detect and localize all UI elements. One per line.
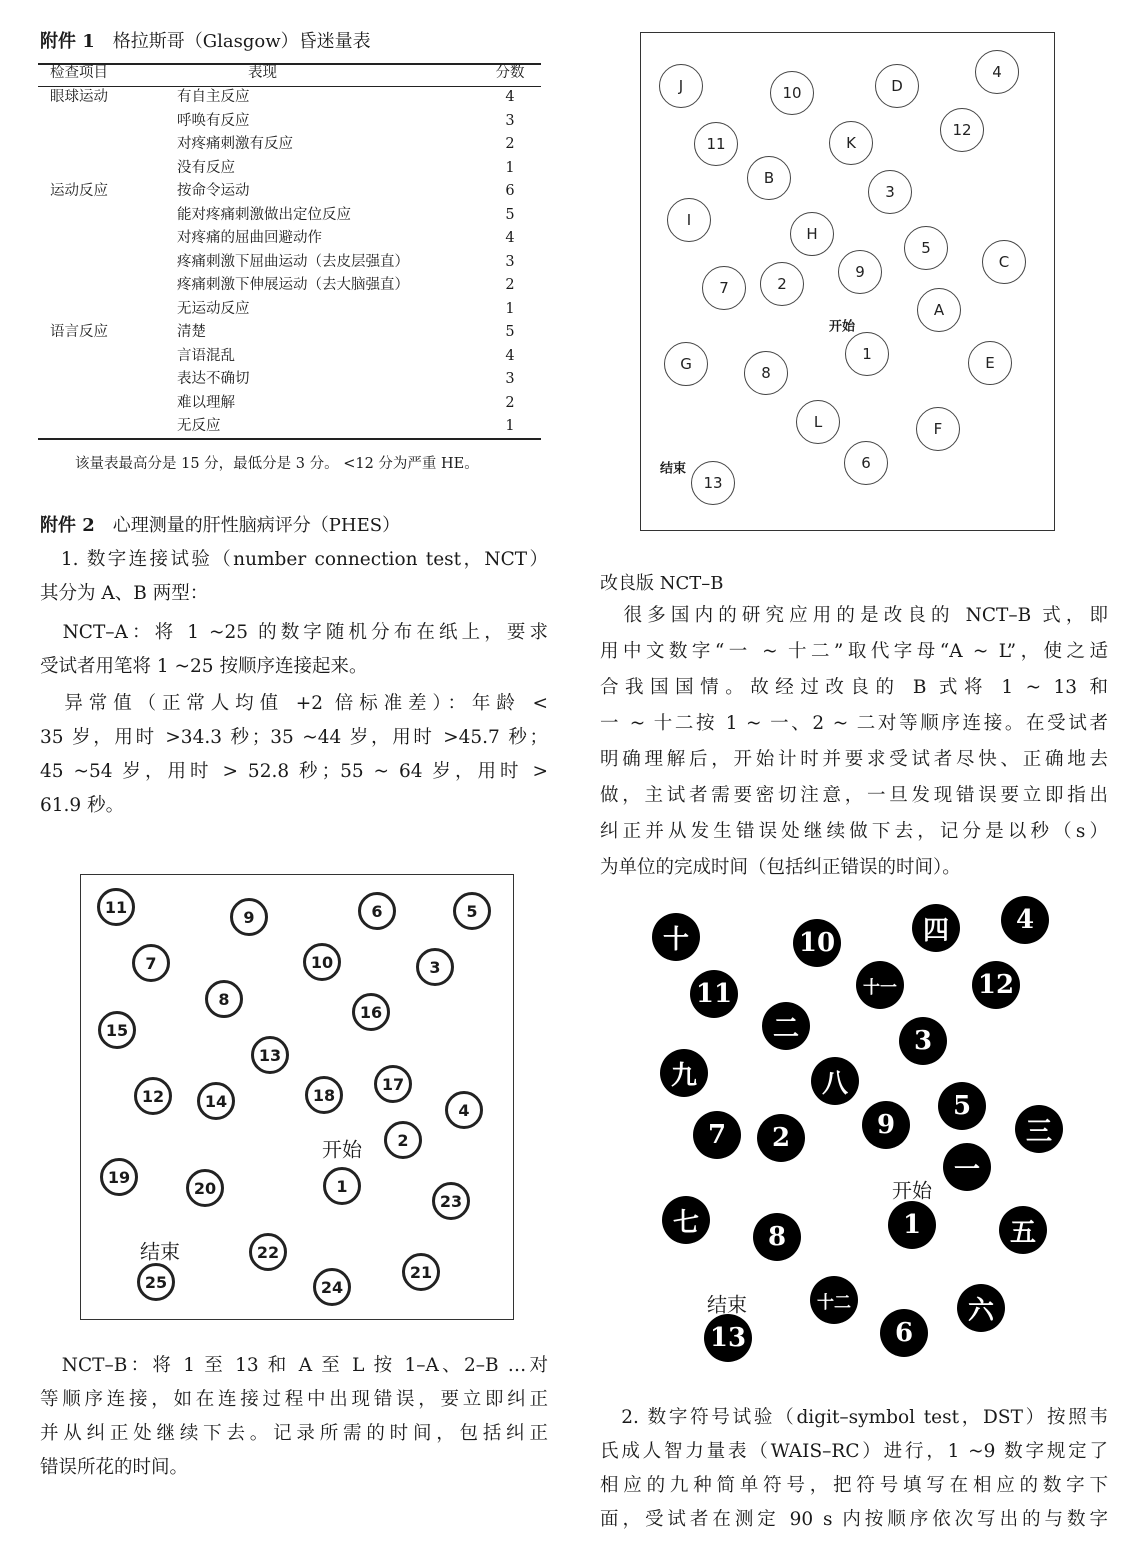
text-line: 其分为 A、B 两型： — [40, 583, 209, 604]
start-label: 开始 — [892, 1178, 932, 1203]
text-line: 合我国国情。故经过改良的 B 式将 1 ~ 13 和 — [600, 677, 1108, 698]
row-manifestation: 清楚 — [177, 324, 206, 340]
start-label: 开始 — [322, 1137, 362, 1162]
circle-node: 2 — [760, 262, 804, 306]
text-line: 面，受试者在测定 90 s 内按顺序依次写出的与数字 — [600, 1509, 1108, 1530]
paragraph-abnormal-values — [40, 687, 548, 823]
start-label: 开始 — [828, 319, 856, 335]
circle-node: 24 — [313, 1268, 351, 1306]
circle-node: 18 — [305, 1076, 343, 1114]
text-line: 用中文数字“一 ~ 十二”取代字母“A ~ L”，使之适 — [600, 641, 1108, 662]
table-row — [38, 274, 541, 297]
row-score: 4 — [505, 347, 515, 364]
circle-node: 1 — [845, 332, 889, 376]
paragraph-nct-b — [40, 1349, 548, 1485]
circle-node: 十一 — [856, 961, 904, 1009]
circle-node: 十 — [652, 913, 700, 961]
text-line: 纠正并从发生错误处继续做下去，记分是以秒（s） — [600, 821, 1108, 842]
row-manifestation: 对疼痛刺激有反应 — [177, 136, 293, 152]
text-line: 61.9 秒。 — [40, 795, 125, 816]
improved-nct-b-heading: 改良版 NCT–B — [600, 573, 724, 594]
row-manifestation: 难以理解 — [177, 394, 235, 411]
circle-node: 3 — [899, 1017, 947, 1065]
end-label: 结束 — [659, 461, 687, 477]
circle-node: 1 — [323, 1167, 361, 1205]
row-manifestation: 呼唤有反应 — [177, 112, 250, 129]
text-line: 35 岁，用时 >34.3 秒；35 ~44 岁，用时 >45.7 秒； — [40, 727, 548, 748]
header-item: 检查项目 — [50, 65, 108, 81]
circle-node: 13 — [704, 1314, 752, 1362]
appendix2-title — [40, 511, 400, 537]
text-line: 相应的九种简单符号，把符号填写在相应的数字下 — [600, 1475, 1108, 1496]
circle-node: 17 — [374, 1065, 412, 1103]
circle-node: 12 — [972, 961, 1020, 1009]
circle-node: 一 — [943, 1143, 991, 1191]
text-line: 2. 数字符号试验（digit–symbol test，DST）按照韦 — [600, 1407, 1108, 1428]
table-row — [38, 86, 541, 109]
table-row — [38, 133, 541, 156]
circle-node: 二 — [762, 1002, 810, 1050]
appendix1-title-text: 格拉斯哥（Glasgow）昏迷量表 — [112, 31, 371, 52]
text-line: 并从纠正处继续下去。记录所需的时间，包括纠正 — [40, 1423, 548, 1444]
text-line: 一 ~ 十二按 1 ~ 一、2 ~ 二对等顺序连接。在受试者 — [600, 713, 1108, 734]
circle-node: 四 — [912, 904, 960, 952]
row-manifestation: 无运动反应 — [177, 300, 250, 317]
row-score: 4 — [505, 230, 515, 246]
text-line: 氏成人智力量表（WAIS–RC）进行，1 ~9 数字规定了 — [600, 1441, 1108, 1462]
table-row — [38, 392, 541, 415]
circle-node: 6 — [880, 1309, 928, 1357]
row-score: 5 — [505, 206, 515, 223]
row-score: 2 — [505, 394, 515, 411]
circle-node: 16 — [352, 993, 390, 1031]
row-manifestation: 没有反应 — [177, 159, 235, 176]
header-manifestation: 表现 — [248, 65, 277, 81]
circle-node: 9 — [838, 250, 882, 294]
text-line: 明确理解后，开始计时并要求受试者尽快、正确地去 — [600, 749, 1108, 770]
circle-node: 10 — [793, 919, 841, 967]
end-label: 结束 — [707, 1292, 747, 1317]
circle-node: 3 — [868, 170, 912, 214]
circle-node: 4 — [1001, 896, 1049, 944]
text-line: 等顺序连接，如在连接过程中出现错误，要立即纠正 — [40, 1389, 548, 1410]
circle-node: 7 — [132, 944, 170, 982]
text-line: NCT–A：将 1 ~25 的数字随机分布在纸上，要求 — [40, 622, 548, 643]
circle-node: 5 — [938, 1082, 986, 1130]
table-note: 该量表最高分是 15 分，最低分是 3 分。 <12 分为严重 HE。 — [75, 456, 479, 472]
text-line: NCT–B：将 1 至 13 和 A 至 L 按 1–A、2–B …对 — [40, 1355, 548, 1376]
table-row — [38, 368, 541, 391]
appendix1-label: 附件 1 — [40, 31, 95, 52]
circle-node: 11 — [690, 970, 738, 1018]
circle-node: 12 — [134, 1077, 172, 1115]
circle-node: 5 — [453, 892, 491, 930]
table-row — [38, 180, 541, 203]
circle-node: 十二 — [810, 1276, 858, 1324]
row-category: 语言反应 — [50, 324, 108, 340]
circle-node: 11 — [97, 888, 135, 926]
end-label: 结束 — [140, 1239, 180, 1264]
row-score: 6 — [505, 183, 515, 199]
appendix2-label: 附件 2 — [40, 515, 95, 536]
paragraph-nct-a — [40, 616, 548, 684]
circle-node: 23 — [432, 1182, 470, 1220]
circle-node: 20 — [186, 1169, 224, 1207]
row-category: 眼球运动 — [50, 89, 108, 105]
row-manifestation: 按命令运动 — [177, 183, 250, 199]
circle-node: 10 — [770, 71, 814, 115]
circle-node: 七 — [662, 1196, 710, 1244]
text-line: 为单位的完成时间（包括纠正错误的时间）。 — [600, 857, 961, 878]
appendix2-title-text: 心理测量的肝性脑病评分（PHES） — [112, 515, 401, 536]
row-category: 运动反应 — [50, 183, 108, 199]
circle-node: 8 — [753, 1213, 801, 1261]
circle-node: 12 — [940, 108, 984, 152]
table-row — [38, 227, 541, 250]
circle-node: 21 — [402, 1253, 440, 1291]
row-score: 2 — [505, 136, 515, 152]
row-score: 1 — [505, 418, 515, 434]
circle-node: 6 — [358, 892, 396, 930]
circle-node: 九 — [660, 1049, 708, 1097]
paragraph-nct-intro — [40, 543, 548, 611]
table-row — [38, 251, 541, 274]
text-line: 错误所花的时间。 — [40, 1457, 189, 1478]
header-score: 分数 — [495, 65, 525, 81]
appendix1-title — [40, 27, 371, 53]
circle-node: 22 — [249, 1233, 287, 1271]
circle-node: 8 — [744, 351, 788, 395]
circle-node: 六 — [957, 1284, 1005, 1332]
row-manifestation: 无反应 — [177, 418, 221, 434]
circle-node: 7 — [693, 1111, 741, 1159]
circle-node: 5 — [904, 226, 948, 270]
row-manifestation: 表达不确切 — [177, 371, 250, 387]
circle-node: B — [747, 156, 791, 200]
circle-node: 4 — [445, 1091, 483, 1129]
table-row — [38, 321, 541, 344]
circle-node: 2 — [384, 1121, 422, 1159]
table-row — [38, 204, 541, 227]
paragraph-dst — [600, 1401, 1108, 1537]
row-score: 3 — [505, 253, 515, 270]
row-score: 5 — [505, 324, 515, 340]
circle-node: 14 — [197, 1082, 235, 1120]
row-manifestation: 言语混乱 — [177, 347, 235, 364]
row-score: 1 — [505, 300, 515, 317]
circle-node: 19 — [100, 1158, 138, 1196]
circle-node: 9 — [862, 1101, 910, 1149]
circle-node: 13 — [691, 461, 735, 505]
circle-node: 八 — [811, 1057, 859, 1105]
circle-node: 25 — [137, 1263, 175, 1301]
row-score: 4 — [505, 89, 515, 105]
circle-node: F — [916, 407, 960, 451]
paragraph-improved-nct-b — [600, 598, 1108, 886]
text-line: 1. 数字连接试验（number connection test，NCT） — [40, 549, 548, 570]
row-manifestation: 疼痛刺激下屈曲运动（去皮层强直） — [177, 253, 409, 270]
table-row — [38, 345, 541, 368]
circle-node: 五 — [999, 1206, 1047, 1254]
table-row — [38, 415, 541, 438]
circle-node: 4 — [975, 50, 1019, 94]
table-row — [38, 110, 541, 133]
text-line: 异常值（正常人均值 +2 倍标准差）：年龄 < — [40, 693, 548, 714]
circle-node: 6 — [844, 441, 888, 485]
circle-node: E — [968, 341, 1012, 385]
circle-node: 13 — [251, 1036, 289, 1074]
circle-node: C — [982, 240, 1026, 284]
table-row — [38, 298, 541, 321]
row-manifestation: 对疼痛的屈曲回避动作 — [177, 230, 322, 246]
table-bottom-rule — [38, 438, 541, 440]
table-row — [38, 157, 541, 180]
circle-node: 7 — [702, 266, 746, 310]
row-manifestation: 有自主反应 — [177, 89, 250, 105]
circle-node: I — [667, 198, 711, 242]
row-manifestation: 能对疼痛刺激做出定位反应 — [177, 206, 351, 223]
circle-node: A — [917, 288, 961, 332]
row-score: 2 — [505, 277, 515, 293]
row-score: 1 — [505, 159, 515, 176]
circle-node: 1 — [888, 1201, 936, 1249]
circle-node: 15 — [98, 1011, 136, 1049]
circle-node: H — [790, 212, 834, 256]
row-manifestation: 疼痛刺激下伸展运动（去大脑强直） — [177, 277, 409, 293]
circle-node: 2 — [757, 1114, 805, 1162]
circle-node: L — [796, 400, 840, 444]
row-score: 3 — [505, 371, 515, 387]
circle-node: 9 — [230, 898, 268, 936]
text-line: 很多国内的研究应用的是改良的 NCT–B 式，即 — [600, 605, 1108, 626]
table-header-row — [38, 62, 541, 85]
circle-node: 三 — [1015, 1105, 1063, 1153]
circle-node: D — [875, 64, 919, 108]
text-line: 45 ~54 岁，用时 > 52.8 秒；55 ~ 64 岁，用时 > — [40, 761, 548, 782]
circle-node: K — [829, 121, 873, 165]
circle-node: 3 — [416, 948, 454, 986]
circle-node: 11 — [694, 122, 738, 166]
text-line: 做，主试者需要密切注意，一旦发现错误要立即指出 — [600, 785, 1108, 806]
circle-node: 10 — [303, 943, 341, 981]
circle-node: J — [659, 64, 703, 108]
circle-node: G — [664, 342, 708, 386]
text-line: 受试者用笔将 1 ~25 按顺序连接起来。 — [40, 656, 368, 677]
circle-node: 8 — [205, 980, 243, 1018]
row-score: 3 — [505, 112, 515, 129]
